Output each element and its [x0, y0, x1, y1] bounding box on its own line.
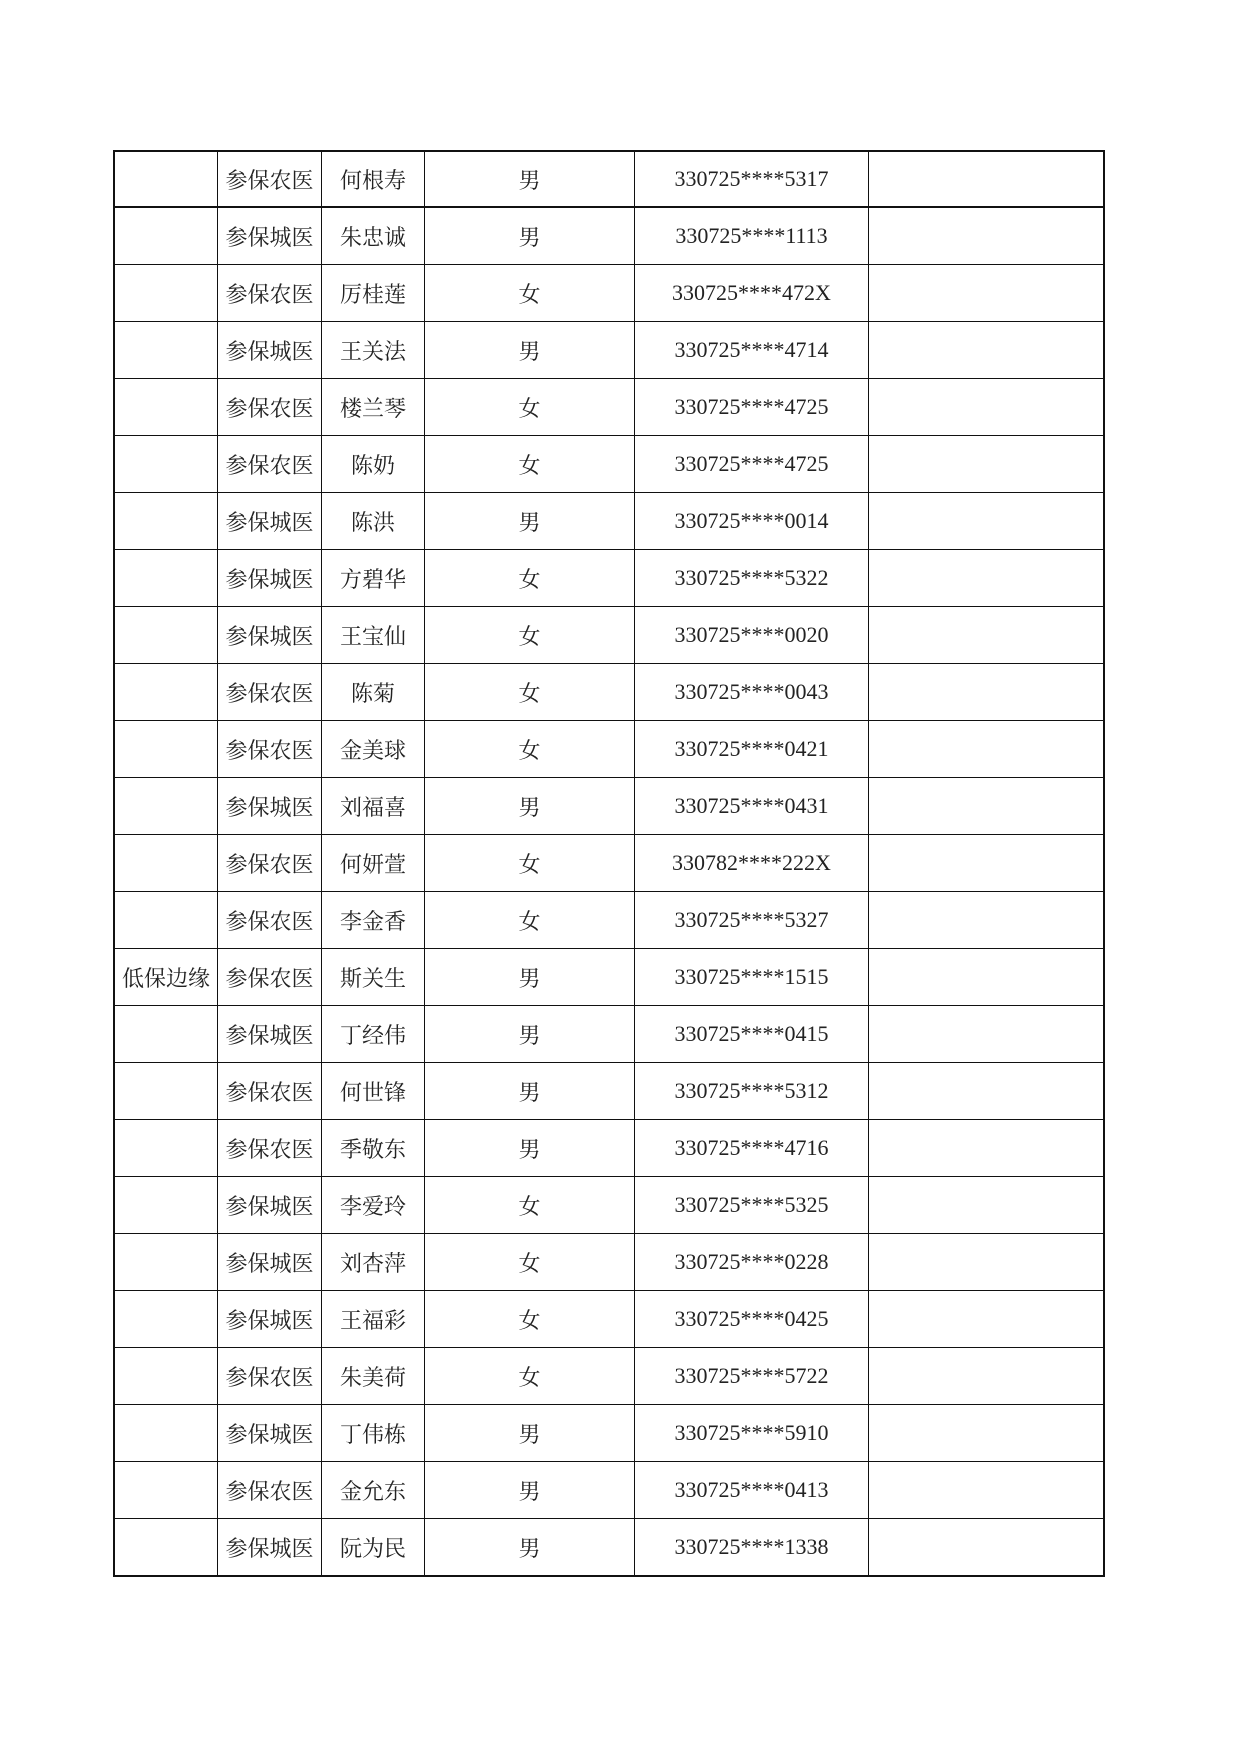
id-number-cell: 330725****0413	[635, 1462, 869, 1519]
note-cell	[869, 1120, 1105, 1177]
category-cell	[114, 607, 218, 664]
person-name-cell: 金允东	[322, 1462, 425, 1519]
sex-cell: 男	[425, 1063, 635, 1120]
note-cell	[869, 151, 1105, 207]
category-cell: 低保边缘	[114, 949, 218, 1006]
table-row	[114, 151, 1104, 207]
insurance-type-cell: 参保城医	[218, 1405, 322, 1462]
category-cell	[114, 1120, 218, 1177]
note-cell	[869, 607, 1105, 664]
table-row	[114, 1405, 1104, 1462]
person-name-cell: 王福彩	[322, 1291, 425, 1348]
table-row	[114, 379, 1104, 436]
category-cell	[114, 379, 218, 436]
sex-cell: 女	[425, 436, 635, 493]
id-number-cell: 330725****5322	[635, 550, 869, 607]
note-cell	[869, 1405, 1105, 1462]
table-row	[114, 436, 1104, 493]
category-cell	[114, 265, 218, 322]
insurance-type-cell: 参保农医	[218, 721, 322, 778]
note-cell	[869, 892, 1105, 949]
insurance-type-cell: 参保农医	[218, 151, 322, 207]
category-cell	[114, 1405, 218, 1462]
category-cell	[114, 151, 218, 207]
table-row	[114, 607, 1104, 664]
insurance-type-cell: 参保农医	[218, 835, 322, 892]
table-row	[114, 892, 1104, 949]
table-row	[114, 265, 1104, 322]
category-cell	[114, 835, 218, 892]
insurance-type-cell: 参保农医	[218, 664, 322, 721]
table-row	[114, 1291, 1104, 1348]
sex-cell: 男	[425, 1405, 635, 1462]
sex-cell: 男	[425, 1120, 635, 1177]
person-name-cell: 何妍萱	[322, 835, 425, 892]
category-cell	[114, 550, 218, 607]
category-cell	[114, 1519, 218, 1577]
roster-table	[113, 150, 1105, 1577]
insurance-type-cell: 参保农医	[218, 892, 322, 949]
id-number-cell: 330725****4725	[635, 379, 869, 436]
sex-cell: 女	[425, 379, 635, 436]
note-cell	[869, 207, 1105, 265]
category-cell	[114, 493, 218, 550]
note-cell	[869, 379, 1105, 436]
note-cell	[869, 1291, 1105, 1348]
sex-cell: 男	[425, 778, 635, 835]
person-name-cell: 陈奶	[322, 436, 425, 493]
table-row	[114, 322, 1104, 379]
person-name-cell: 金美球	[322, 721, 425, 778]
person-name-cell: 李金香	[322, 892, 425, 949]
insurance-type-cell: 参保农医	[218, 436, 322, 493]
category-cell	[114, 1291, 218, 1348]
category-cell	[114, 1063, 218, 1120]
person-name-cell: 王关法	[322, 322, 425, 379]
sex-cell: 男	[425, 949, 635, 1006]
insurance-type-cell: 参保城医	[218, 207, 322, 265]
table-row	[114, 1120, 1104, 1177]
person-name-cell: 楼兰琴	[322, 379, 425, 436]
id-number-cell: 330725****5317	[635, 151, 869, 207]
id-number-cell: 330725****472X	[635, 265, 869, 322]
table-row	[114, 1063, 1104, 1120]
person-name-cell: 何根寿	[322, 151, 425, 207]
sex-cell: 女	[425, 1348, 635, 1405]
insurance-type-cell: 参保城医	[218, 550, 322, 607]
id-number-cell: 330725****0421	[635, 721, 869, 778]
sex-cell: 女	[425, 892, 635, 949]
sex-cell: 女	[425, 1234, 635, 1291]
table-row	[114, 835, 1104, 892]
sex-cell: 男	[425, 493, 635, 550]
table-row	[114, 1348, 1104, 1405]
sex-cell: 男	[425, 1006, 635, 1063]
note-cell	[869, 550, 1105, 607]
category-cell	[114, 778, 218, 835]
sex-cell: 男	[425, 1462, 635, 1519]
insurance-type-cell: 参保农医	[218, 1462, 322, 1519]
id-number-cell: 330725****0020	[635, 607, 869, 664]
person-name-cell: 厉桂莲	[322, 265, 425, 322]
id-number-cell: 330725****5327	[635, 892, 869, 949]
note-cell	[869, 778, 1105, 835]
table-row	[114, 207, 1104, 265]
insurance-type-cell: 参保城医	[218, 1006, 322, 1063]
person-name-cell: 丁伟栋	[322, 1405, 425, 1462]
id-number-cell: 330725****0425	[635, 1291, 869, 1348]
note-cell	[869, 1234, 1105, 1291]
person-name-cell: 季敬东	[322, 1120, 425, 1177]
category-cell	[114, 436, 218, 493]
category-cell	[114, 322, 218, 379]
id-number-cell: 330725****4714	[635, 322, 869, 379]
id-number-cell: 330782****222X	[635, 835, 869, 892]
category-cell	[114, 1234, 218, 1291]
person-name-cell: 王宝仙	[322, 607, 425, 664]
insurance-type-cell: 参保农医	[218, 1063, 322, 1120]
insurance-type-cell: 参保城医	[218, 1519, 322, 1577]
note-cell	[869, 436, 1105, 493]
category-cell	[114, 1462, 218, 1519]
note-cell	[869, 949, 1105, 1006]
sex-cell: 女	[425, 664, 635, 721]
note-cell	[869, 664, 1105, 721]
insurance-type-cell: 参保农医	[218, 949, 322, 1006]
table-row	[114, 550, 1104, 607]
id-number-cell: 330725****0043	[635, 664, 869, 721]
table-row	[114, 1177, 1104, 1234]
insurance-type-cell: 参保农医	[218, 1348, 322, 1405]
person-name-cell: 斯关生	[322, 949, 425, 1006]
person-name-cell: 陈洪	[322, 493, 425, 550]
table-row	[114, 1462, 1104, 1519]
sex-cell: 男	[425, 1519, 635, 1577]
sex-cell: 男	[425, 207, 635, 265]
id-number-cell: 330725****5325	[635, 1177, 869, 1234]
person-name-cell: 何世锋	[322, 1063, 425, 1120]
person-name-cell: 丁经伟	[322, 1006, 425, 1063]
sex-cell: 女	[425, 550, 635, 607]
note-cell	[869, 835, 1105, 892]
person-name-cell: 阮为民	[322, 1519, 425, 1577]
sex-cell: 女	[425, 265, 635, 322]
id-number-cell: 330725****4725	[635, 436, 869, 493]
insurance-type-cell: 参保城医	[218, 1291, 322, 1348]
table-row	[114, 721, 1104, 778]
category-cell	[114, 1348, 218, 1405]
id-number-cell: 330725****0014	[635, 493, 869, 550]
insurance-type-cell: 参保城医	[218, 322, 322, 379]
note-cell	[869, 1348, 1105, 1405]
category-cell	[114, 1006, 218, 1063]
insurance-type-cell: 参保农医	[218, 379, 322, 436]
insurance-type-cell: 参保城医	[218, 607, 322, 664]
id-number-cell: 330725****5910	[635, 1405, 869, 1462]
id-number-cell: 330725****1113	[635, 207, 869, 265]
category-cell	[114, 1177, 218, 1234]
person-name-cell: 陈菊	[322, 664, 425, 721]
id-number-cell: 330725****4716	[635, 1120, 869, 1177]
table-row	[114, 1234, 1104, 1291]
sex-cell: 女	[425, 1177, 635, 1234]
person-name-cell: 刘杏萍	[322, 1234, 425, 1291]
insurance-type-cell: 参保城医	[218, 1177, 322, 1234]
table-row	[114, 1519, 1104, 1577]
insurance-type-cell: 参保城医	[218, 1234, 322, 1291]
person-name-cell: 刘福喜	[322, 778, 425, 835]
table-row	[114, 493, 1104, 550]
person-name-cell: 方碧华	[322, 550, 425, 607]
sex-cell: 女	[425, 835, 635, 892]
id-number-cell: 330725****0431	[635, 778, 869, 835]
note-cell	[869, 265, 1105, 322]
table-row	[114, 664, 1104, 721]
id-number-cell: 330725****5312	[635, 1063, 869, 1120]
roster-body	[114, 151, 1104, 1576]
table-row	[114, 778, 1104, 835]
sex-cell: 女	[425, 1291, 635, 1348]
id-number-cell: 330725****5722	[635, 1348, 869, 1405]
insurance-type-cell: 参保城医	[218, 493, 322, 550]
note-cell	[869, 1063, 1105, 1120]
note-cell	[869, 1177, 1105, 1234]
sex-cell: 女	[425, 721, 635, 778]
category-cell	[114, 207, 218, 265]
id-number-cell: 330725****1515	[635, 949, 869, 1006]
person-name-cell: 朱美荷	[322, 1348, 425, 1405]
person-name-cell: 李爱玲	[322, 1177, 425, 1234]
table-row	[114, 949, 1104, 1006]
id-number-cell: 330725****0415	[635, 1006, 869, 1063]
id-number-cell: 330725****1338	[635, 1519, 869, 1577]
note-cell	[869, 493, 1105, 550]
insurance-type-cell: 参保农医	[218, 1120, 322, 1177]
category-cell	[114, 664, 218, 721]
note-cell	[869, 1519, 1105, 1577]
note-cell	[869, 721, 1105, 778]
id-number-cell: 330725****0228	[635, 1234, 869, 1291]
person-name-cell: 朱忠诚	[322, 207, 425, 265]
category-cell	[114, 721, 218, 778]
note-cell	[869, 1006, 1105, 1063]
insurance-type-cell: 参保城医	[218, 778, 322, 835]
insurance-type-cell: 参保农医	[218, 265, 322, 322]
note-cell	[869, 1462, 1105, 1519]
note-cell	[869, 322, 1105, 379]
table-row	[114, 1006, 1104, 1063]
sex-cell: 女	[425, 607, 635, 664]
category-cell	[114, 892, 218, 949]
sex-cell: 男	[425, 322, 635, 379]
sex-cell: 男	[425, 151, 635, 207]
